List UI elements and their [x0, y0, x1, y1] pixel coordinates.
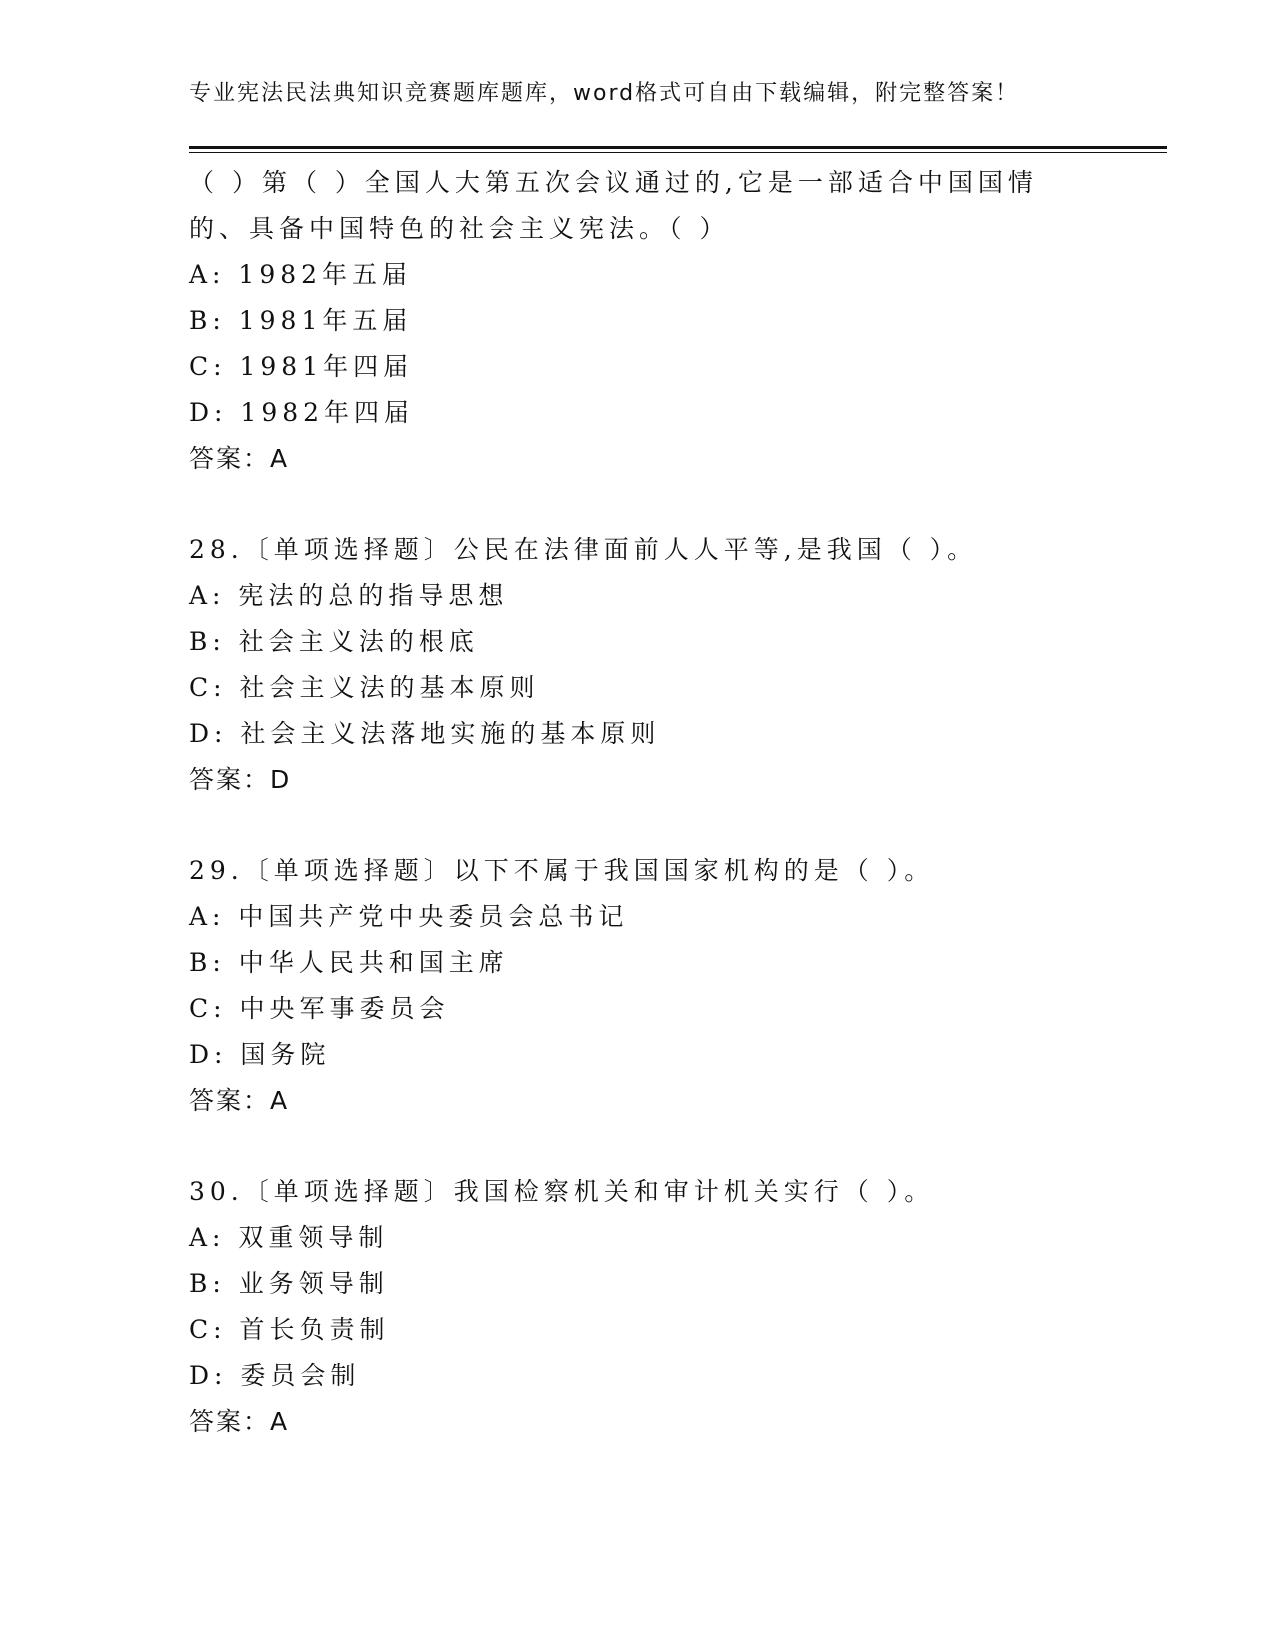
option-d: D: 社会主义法落地实施的基本原则 — [189, 719, 661, 748]
option-b: B: 中华人民共和国主席 — [189, 948, 509, 977]
question-30 — [189, 1169, 1109, 1445]
option-a: A: 宪法的总的指导思想 — [189, 581, 509, 610]
option-c: C: 首长负责制 — [189, 1315, 390, 1344]
option-b: B: 社会主义法的根底 — [189, 627, 479, 656]
question-stem: 29.〔单项选择题〕以下不属于我国国家机构的是（ ）。 — [189, 856, 935, 885]
option-c: C: 中央军事委员会 — [189, 994, 450, 1023]
page-header: 专业宪法民法典知识竞赛题库题库，word格式可自由下载编辑，附完整答案！ — [189, 81, 1020, 106]
question-stem: 28.〔单项选择题〕公民在法律面前人人平等,是我国（ ）。 — [189, 535, 978, 564]
option-a: A: 中国共产党中央委员会总书记 — [189, 902, 629, 931]
option-d: D: 国务院 — [189, 1040, 331, 1069]
answer: 答案：A — [189, 1086, 290, 1115]
option-a: A: 1982年五届 — [189, 260, 413, 289]
question-stem: 的、具备中国特色的社会主义宪法。（ ） — [189, 214, 730, 243]
question-29 — [189, 848, 1109, 1124]
answer: 答案：D — [189, 765, 292, 794]
document-body — [189, 160, 1109, 1445]
option-c: C: 社会主义法的基本原则 — [189, 673, 540, 702]
question-stem: （ ）第（ ）全国人大第五次会议通过的,它是一部适合中国国情 — [189, 168, 1038, 197]
question-continuation — [189, 160, 1109, 482]
header-rule-thick — [189, 146, 1167, 149]
header-rule-thin — [189, 152, 1167, 153]
question-stem: 30.〔单项选择题〕我国检察机关和审计机关实行（ ）。 — [189, 1177, 935, 1206]
option-b: B: 1981年五届 — [189, 306, 413, 335]
question-28 — [189, 527, 1109, 803]
option-a: A: 双重领导制 — [189, 1223, 389, 1252]
option-c: C: 1981年四届 — [189, 352, 414, 381]
answer: 答案：A — [189, 1407, 290, 1436]
option-d: D: 1982年四届 — [189, 398, 415, 427]
answer: 答案：A — [189, 444, 290, 473]
option-d: D: 委员会制 — [189, 1361, 361, 1390]
option-b: B: 业务领导制 — [189, 1269, 389, 1298]
